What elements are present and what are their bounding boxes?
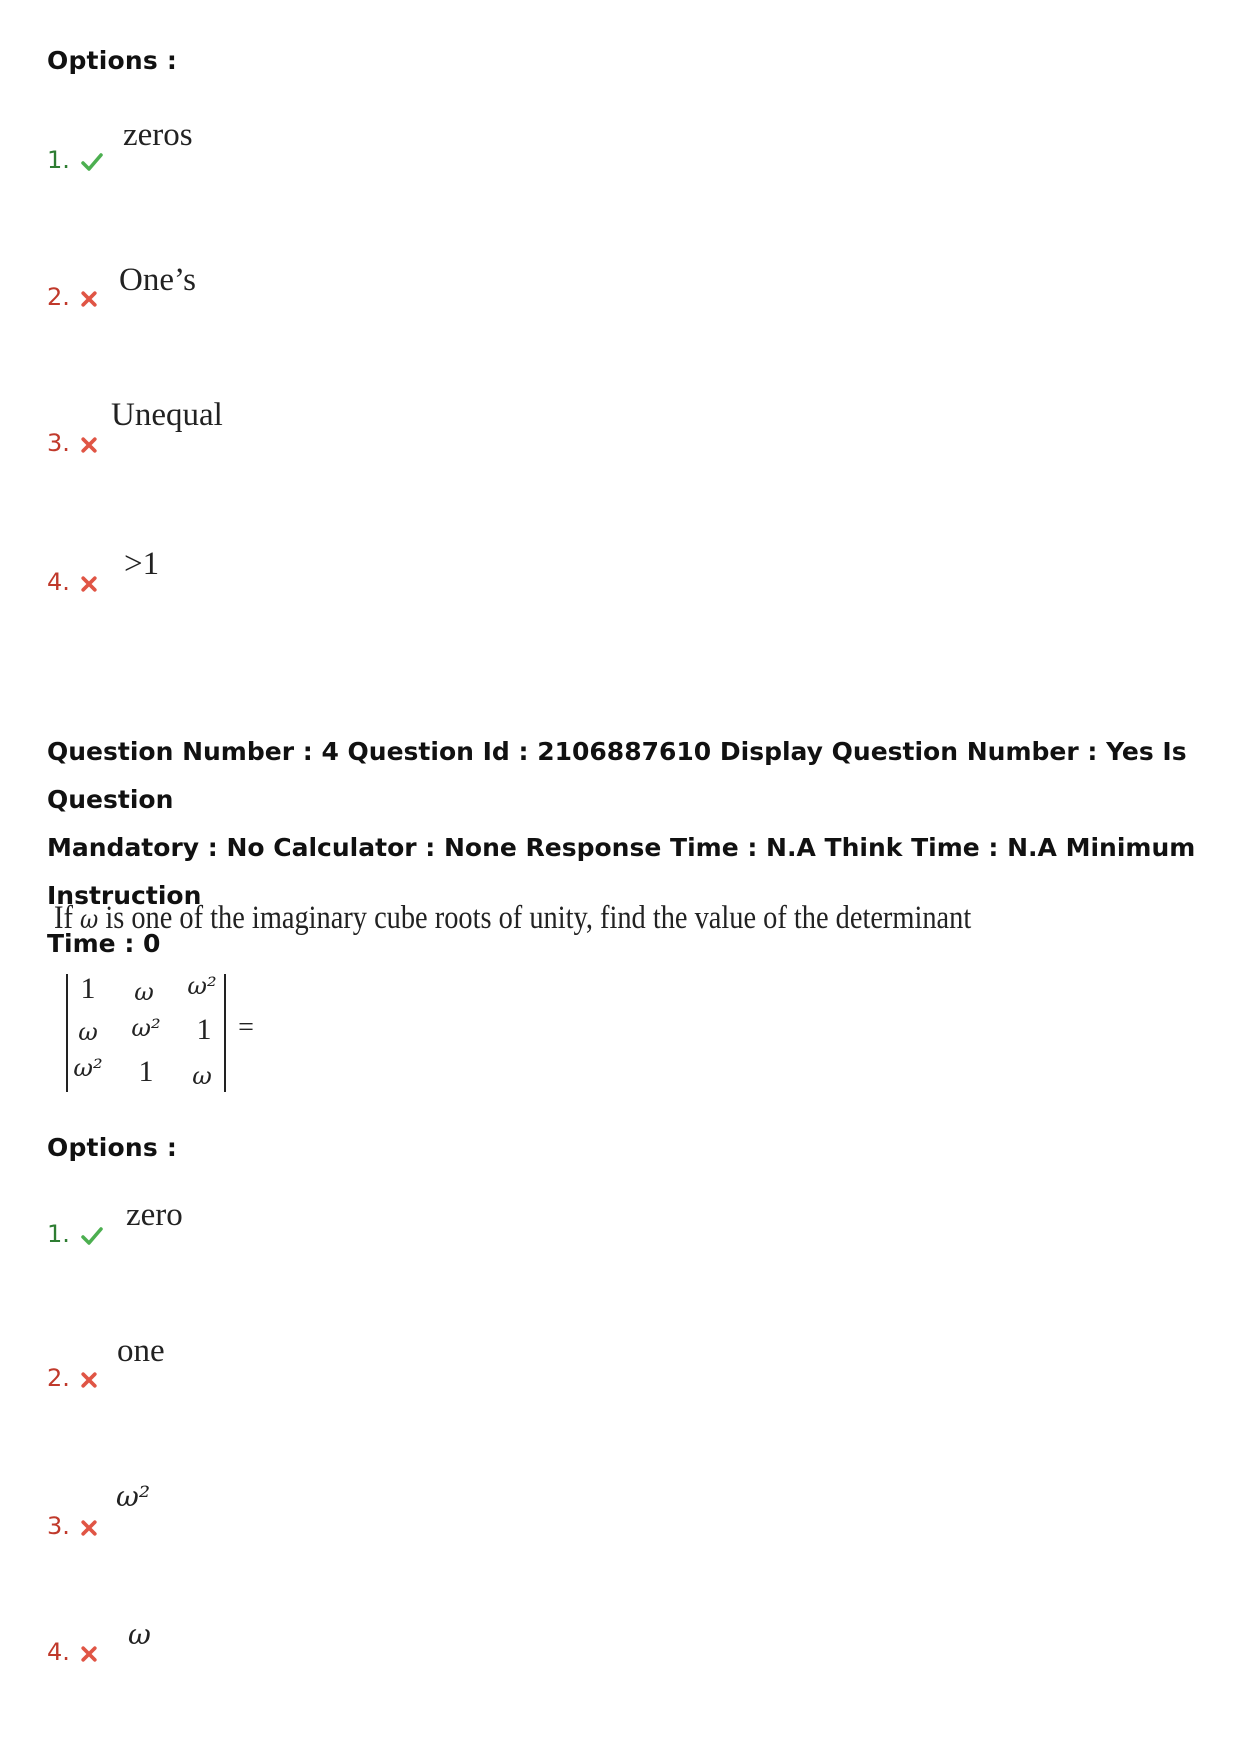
option-text: one (117, 1333, 165, 1369)
cross-icon (81, 1520, 97, 1536)
option-number: 2. (47, 1364, 70, 1392)
determinant-right-bar (224, 974, 226, 1092)
cross-icon (81, 1372, 97, 1388)
determinant-cell: 1 (196, 1013, 212, 1046)
question-meta-line: Question Number : 4 Question Id : 2106887610 Display Question Number : Yes Is Question (47, 737, 1187, 814)
determinant-cell: 1 (80, 972, 96, 1005)
determinant-cell: ω² (73, 1054, 103, 1082)
option-number: 3. (47, 429, 70, 457)
determinant-cell: ω (78, 1018, 98, 1046)
option-number: 4. (47, 568, 70, 596)
option-number: 1. (47, 146, 70, 174)
option-text: One’s (119, 262, 196, 298)
option-text: zeros (123, 117, 193, 153)
cross-icon (81, 576, 97, 592)
question-meta-line: Mandatory : No Calculator : None Response Time : N.A Think Time : N.A Minimum Instruction (47, 833, 1196, 910)
option-number: 2. (47, 283, 70, 311)
option-4 (47, 568, 97, 596)
option-text: zero (126, 1197, 183, 1233)
cross-icon (81, 437, 97, 453)
question-text: If ω is one of the imaginary cube roots of unity, find the value of the determinant (54, 900, 972, 936)
option-text: ω² (116, 1480, 151, 1513)
option-number: 3. (47, 1512, 70, 1540)
determinant-cell: ω (192, 1062, 212, 1090)
check-icon (81, 151, 103, 173)
options-label: Options : (47, 46, 178, 75)
cross-icon (81, 291, 97, 307)
question-meta-line: Time : 0 (47, 929, 161, 958)
determinant-cell: 1 (138, 1055, 154, 1088)
determinant-cell: ω (134, 978, 154, 1006)
equals-sign: = (238, 1012, 254, 1043)
check-icon (81, 1225, 103, 1247)
option-number: 4. (47, 1638, 70, 1666)
option-text: ω (128, 1618, 151, 1651)
determinant (60, 972, 260, 1097)
option-2 (47, 1364, 97, 1392)
option-text: >1 (124, 546, 160, 582)
option-1 (47, 1220, 103, 1249)
option-3 (47, 1512, 97, 1540)
option-number: 1. (47, 1220, 70, 1248)
option-1 (47, 146, 103, 175)
option-text: Unequal (111, 397, 223, 433)
determinant-cell: ω² (187, 972, 217, 1000)
option-3 (47, 429, 97, 457)
determinant-cell: ω² (131, 1014, 161, 1042)
options-label: Options : (47, 1133, 178, 1162)
option-4 (47, 1638, 97, 1666)
cross-icon (81, 1646, 97, 1662)
option-2 (47, 283, 97, 311)
